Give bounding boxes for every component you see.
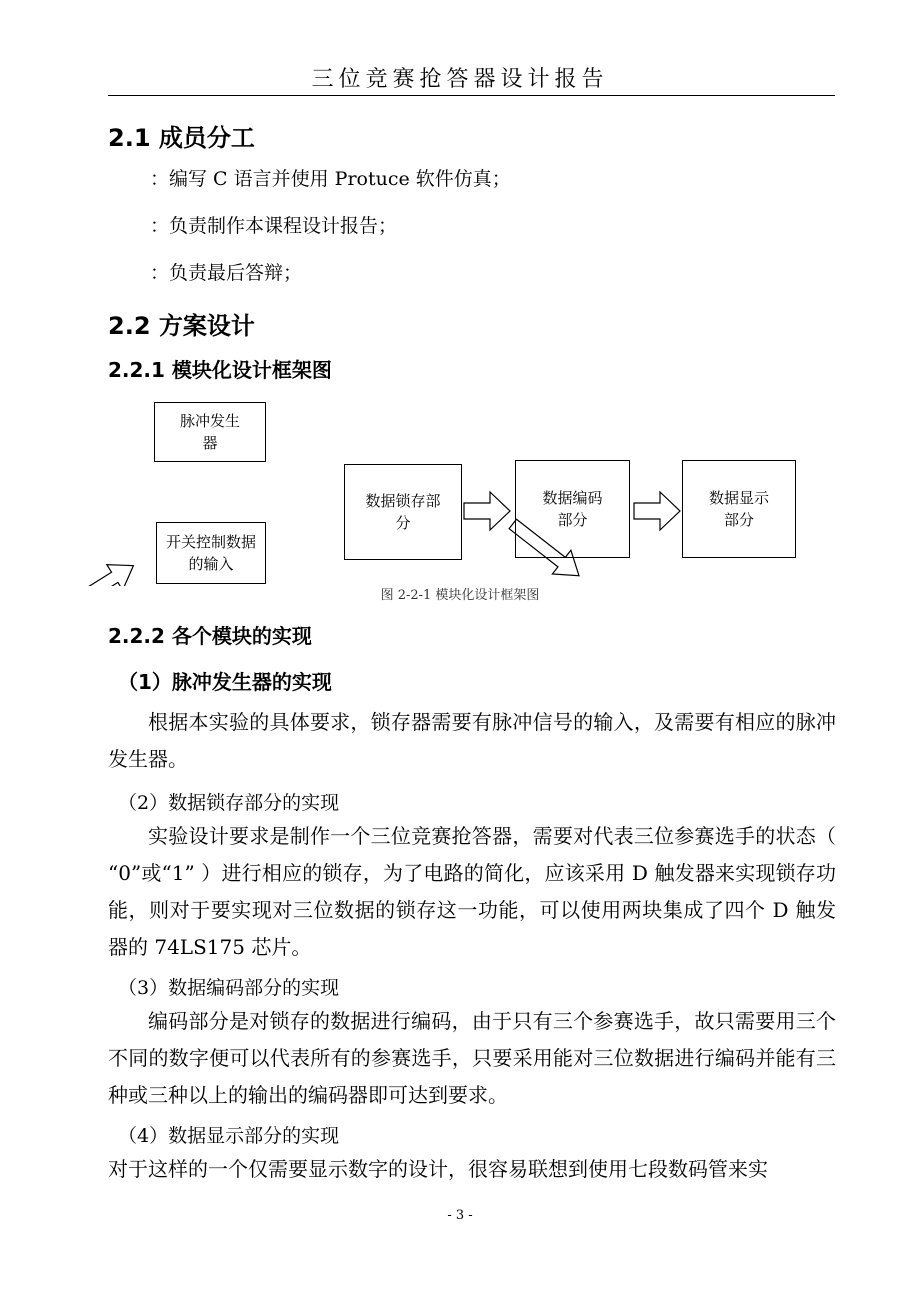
module-2-heading: （2）数据锁存部分的实现 [118, 792, 340, 814]
arrow-encode-to-display [634, 492, 680, 530]
section-2-1-heading: 2.1 成员分工 [108, 124, 255, 152]
section-2-2-2-heading: 2.2.2 各个模块的实现 [108, 624, 312, 648]
arrow-switch-to-latch [54, 553, 141, 586]
member-duty-2: ：负责制作本课程设计报告； [150, 215, 398, 237]
figure-caption: 图 2-2-1 模块化设计框架图 [380, 588, 540, 603]
page-number: - 3 - [447, 1208, 473, 1223]
box-data-encode: 数据编码部分 [515, 460, 630, 558]
arrow-latch-to-encode [464, 492, 510, 530]
block-diagram [0, 396, 920, 586]
module-1-heading: （1）脉冲发生器的实现 [118, 670, 332, 694]
box-switch-input: 开关控制数据的输入 [156, 522, 266, 584]
module-3-text: 编码部分是对锁存的数据进行编码，由于只有三个参赛选手，故只需要用三个不同的数字便可以代表所有的参赛选手，只要采用能对三位数据进行编码并能有三种或三种以上的输出的编码器即可达到要求。 [108, 1009, 836, 1107]
member-duty-3: ：负责最后答辩； [150, 262, 303, 284]
module-2-text: 实验设计要求是制作一个三位竞赛抢答器，需要对代表三位参赛选手的状态（ “0”或“1” ）进行相应的锁存，为了电路的简化，应该采用 D 触发器来实现锁存功能，则对于要实现对三位数据的锁存这一功能，可以使用两块集成了四个 D 触发器的 74LS175 芯片。 [108, 824, 836, 959]
member-duty-1: ：编写 C 语言并使用 Protuce 软件仿真； [150, 168, 511, 190]
module-4-heading: （4）数据显示部分的实现 [118, 1125, 340, 1147]
module-1-text: 根据本实验的具体要求，锁存器需要有脉冲信号的输入，及需要有相应的脉冲发生器。 [108, 710, 836, 771]
header-rule [108, 95, 835, 96]
module-3-heading: （3）数据编码部分的实现 [118, 977, 340, 999]
box-data-latch: 数据锁存部分 [344, 464, 462, 560]
section-2-2-1-heading: 2.2.1 模块化设计框架图 [108, 358, 332, 382]
page-header-title: 三位竞赛抢答器设计报告 [311, 67, 609, 92]
section-2-2-heading: 2.2 方案设计 [108, 312, 255, 340]
box-data-display: 数据显示部分 [682, 460, 796, 558]
module-4-text: 对于这样的一个仅需要显示数字的设计，很容易联想到使用七段数码管来实 [108, 1157, 768, 1181]
box-pulse-generator: 脉冲发生器 [154, 402, 266, 462]
